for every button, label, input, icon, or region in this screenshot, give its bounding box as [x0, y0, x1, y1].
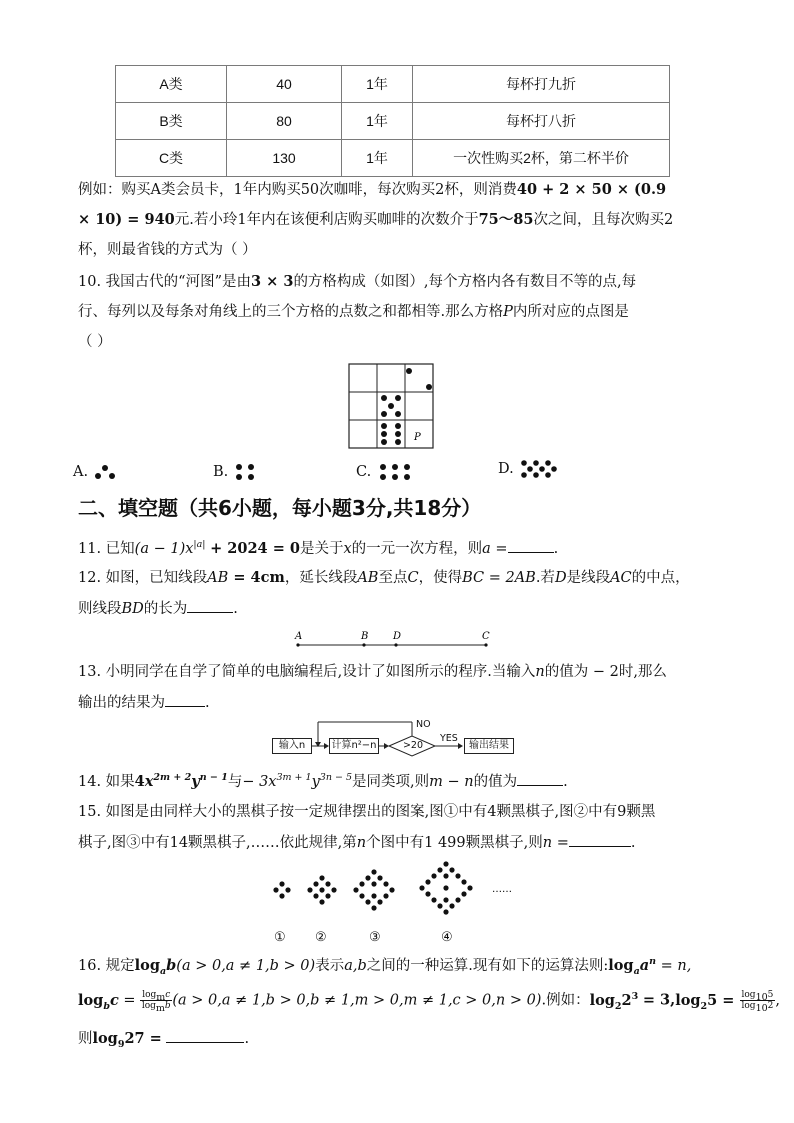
pattern-label-4: ④ [441, 930, 453, 945]
table-cell: 40 [227, 66, 342, 103]
q11-text: 的一元一次方程，则 [351, 541, 483, 557]
option-d[interactable] [498, 459, 558, 479]
table-cell: C类 [116, 140, 227, 177]
q15-text: . [630, 835, 636, 851]
q12-math: AB [207, 570, 229, 586]
q12-text: 则线段 [78, 601, 122, 617]
q16-log-ab: $\log_ab$ [134, 957, 177, 977]
q14-text: 是同类项,则 [352, 774, 430, 790]
option-a[interactable] [73, 462, 117, 482]
q16-query [92, 1030, 162, 1050]
q16-example1: $\log_22^3$ [589, 990, 639, 1012]
flow-input-box: 输入n [272, 738, 312, 754]
option-d-dots [518, 459, 558, 479]
q10-line3: （ ） [78, 334, 112, 350]
q14-text: 14. 如果 [78, 774, 135, 790]
option-c-dots [376, 463, 414, 481]
q9-math: 40 + 2 × 50 × (0.9 [516, 181, 667, 198]
q13-text: 输出的结果为 [78, 695, 165, 711]
q16-text: 16. 规定 [78, 958, 135, 974]
q11-expr: $(a - 1)x^{|a|}$ [134, 539, 206, 557]
q15-math: n = [542, 835, 569, 851]
q14-term1: $4x^{2m + 2}y^{n - 1}$ [134, 772, 228, 790]
grid-label-p: P [414, 432, 421, 443]
q13-line1 [78, 662, 667, 682]
table-cell: 每杯打八折 [413, 103, 670, 140]
q12-math: AC [610, 570, 632, 586]
flow-no-label: NO [416, 719, 431, 730]
option-b-label: B. [213, 464, 229, 480]
q13-text: 13. 小明同学在自学了简单的电脑编程后,设计了如图所示的程序.当输入 [78, 664, 536, 680]
q12-text: 的中点， [631, 570, 690, 586]
flow-yes-label: YES [440, 733, 458, 744]
table-cell: 80 [227, 103, 342, 140]
q9-line3: 杯，则最省钱的方式为（ ） [78, 242, 257, 258]
q9-math: 75～85 [478, 211, 534, 228]
q9-line2 [78, 210, 673, 230]
q12-math: C [407, 570, 419, 586]
q10-math: P [503, 304, 513, 320]
chess-pattern-figure [262, 860, 522, 922]
q11-text: 11. 已知 [78, 541, 135, 557]
table-cell: B类 [116, 103, 227, 140]
q16-fraction: $\frac{\log_mc}{\log_mb}$ [141, 990, 171, 1014]
q14-line [78, 771, 568, 792]
flow-condition: >20 [402, 740, 424, 751]
q14-text: . [563, 774, 568, 790]
q12-text: ，使得 [418, 570, 463, 586]
q14-text: 的值为 [473, 774, 518, 790]
q12-text: 12. 如图，已知线段 [78, 570, 208, 586]
q14-text: 与 [227, 774, 243, 790]
q12-text: ，延长线段 [284, 570, 358, 586]
q11-math: + 2024 = 0 [210, 540, 300, 557]
pattern-label-3: ③ [369, 930, 381, 945]
q10-text: 内所对应的点图是 [512, 304, 629, 320]
point-label: C [482, 631, 490, 642]
q10-text: 的方格构成（如图）,每个方格内各有数目不等的点,每 [293, 274, 637, 290]
q12-text: 的长为 [143, 601, 188, 617]
q12-math: AB [357, 570, 379, 586]
answer-blank[interactable] [508, 538, 554, 553]
table-cell: 1年 [342, 66, 413, 103]
q10-line2 [78, 302, 629, 322]
point-label: D [393, 631, 402, 642]
option-a-label: A. [73, 464, 89, 480]
answer-blank[interactable] [166, 1028, 244, 1043]
q15-line2 [78, 832, 635, 853]
pattern-label-1: ① [274, 930, 286, 945]
q16-line3 [78, 1028, 249, 1049]
q12-text: .若 [535, 570, 555, 586]
q11-math: a = [482, 541, 508, 557]
q16-rule2: $\log_bc$ [78, 991, 119, 1012]
q12-math: = 4cm [228, 569, 285, 586]
q9-line1 [78, 180, 666, 200]
q11-text: . [553, 541, 559, 557]
table-cell: A类 [116, 66, 227, 103]
q16-math: a,b [344, 958, 367, 974]
table-cell: 130 [227, 140, 342, 177]
answer-blank[interactable] [187, 598, 233, 613]
option-b-dots [233, 463, 257, 481]
q16-math: = n, [660, 958, 692, 974]
q12-math: BC = 2AB [462, 570, 536, 586]
table-row [116, 66, 670, 103]
q16-text: 表示 [315, 958, 345, 974]
q16-text: . [244, 1031, 250, 1047]
q13-text: . [205, 695, 210, 711]
table-cell: 一次性购买2杯，第二杯半价 [413, 140, 670, 177]
point-label: A [295, 631, 303, 642]
answer-blank[interactable] [165, 692, 205, 707]
q12-math: D [554, 570, 567, 586]
q15-text: 棋子,图③中有14颗黑棋子,……依此规律,第 [78, 835, 357, 851]
q9-text: 次之间，且每次购买2 [533, 212, 674, 228]
q9-math: × 10) = 940 [78, 211, 175, 228]
q12-math: BD [121, 601, 144, 617]
q11-math: x [343, 541, 352, 557]
table-row [116, 103, 670, 140]
q16-line2: $\log_bc$ = $\frac{\log_mc}{\log_mb}$ (a > 0,a ≠ 1,b > 0,b ≠ 1,m > 0,m ≠ 1,c > 0,n > 0).例如：$\log_22^3 = 3,\log_25$ = $\frac{\log_{10}5}{\log_{10}2}$ , [78, 990, 780, 1014]
q10-text: 10. 我国古代的“河图”是由 [78, 274, 251, 290]
option-c-label: C. [356, 464, 372, 480]
q12-text: . [233, 601, 238, 617]
q14-math: m − n [429, 774, 474, 790]
option-a-dots [93, 464, 117, 480]
option-b[interactable] [213, 462, 257, 482]
q13-line2 [78, 692, 210, 713]
table-cell: 每杯打九折 [413, 66, 670, 103]
q10-line1 [78, 272, 636, 292]
answer-blank[interactable] [569, 832, 631, 847]
q11-text: 是关于 [299, 541, 344, 557]
q15-line1: 15. 如图是由同样大小的黑棋子按一定规律摆出的图案,图①中有4颗黑棋子,图②中有9颗黑 [78, 804, 656, 820]
table-cell: 1年 [342, 140, 413, 177]
q14-term2: − $3x^{3m + 1}y^{3n - 5}$ [242, 772, 353, 790]
q16-base: 9 [117, 1038, 125, 1050]
q15-text: 个图中有1 499颗黑棋子,则 [366, 835, 543, 851]
q12-line1 [78, 568, 690, 588]
q13-text: 的值为 − 2时,那么 [544, 664, 667, 680]
q16-math: (a > 0,a ≠ 1,b > 0) [176, 958, 316, 974]
section-title: 二、填空题（共6小题，每小题3分,共18分） [78, 496, 482, 520]
q12-line2 [78, 598, 238, 619]
q16-math: = 3, [642, 991, 676, 1009]
hetu-grid [348, 363, 436, 451]
point-label: B [361, 631, 369, 642]
q16-arg: 27 = [124, 1030, 162, 1047]
q10-text: 行、每列以及每条对角线上的三个方格的点数之和都相等.那么方格 [78, 304, 504, 320]
q9-text: 元.若小玲1年内在该便利店购买咖啡的次数介于 [174, 212, 479, 228]
q16-line1 [78, 956, 691, 976]
q12-text: 是线段 [566, 570, 611, 586]
q16-text: .例如： [541, 992, 590, 1009]
q16-log: log [92, 1030, 118, 1047]
q9-text: 例如：购买A类会员卡，1年内购买50次咖啡，每次购买2杯，则消费 [78, 182, 517, 198]
flow-calc-box: 计算n²−n [329, 738, 379, 754]
option-d-label: D. [498, 461, 514, 477]
q16-fraction: $\frac{\log_{10}5}{\log_{10}2}$ [741, 990, 774, 1014]
pattern-ellipsis: …… [492, 884, 512, 895]
q11-line [78, 538, 558, 559]
membership-table [115, 65, 670, 177]
table-row [116, 140, 670, 177]
pattern-label-2: ② [315, 930, 327, 945]
flow-output-box: 输出结果 [464, 738, 514, 754]
answer-blank[interactable] [517, 771, 563, 786]
q16-rule1: $\log_aa^n$ [608, 956, 657, 977]
q16-example2: $\log_25$ = [675, 991, 740, 1012]
q16-text: 之间的一种运算.现有如下的运算法则: [366, 958, 609, 974]
option-c[interactable] [356, 462, 414, 482]
table-cell: 1年 [342, 103, 413, 140]
q10-math: 3 × 3 [251, 273, 294, 290]
q13-math: n [535, 664, 545, 680]
q15-math: n [356, 835, 367, 851]
segment-figure [292, 628, 492, 650]
q12-text: 至点 [378, 570, 408, 586]
q16-math: (a > 0,a ≠ 1,b > 0,b ≠ 1,m > 0,m ≠ 1,c > 0,n > 0) [172, 992, 542, 1009]
q16-text: 则 [78, 1031, 93, 1047]
